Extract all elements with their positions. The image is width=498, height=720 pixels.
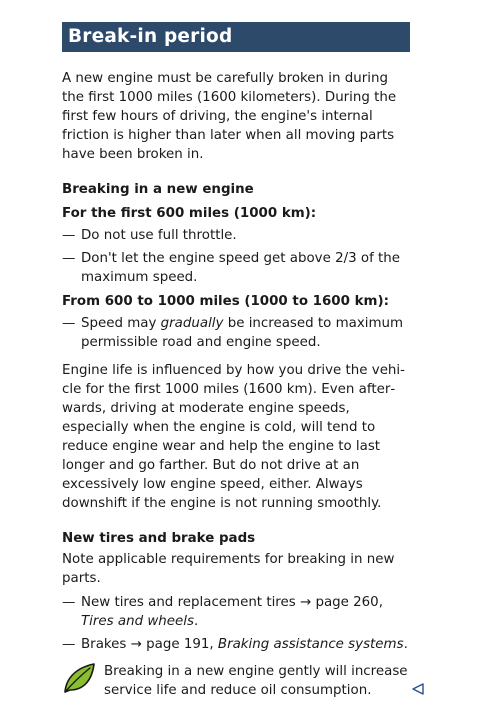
- tires-reference-link[interactable]: Tires and wheels: [81, 614, 194, 629]
- tires-brakes-heading: New tires and brake pads: [62, 531, 256, 546]
- dash-bullet: —: [62, 228, 76, 243]
- engine-break-in-heading: Breaking in a new engine: [62, 182, 254, 197]
- environment-tip: [62, 662, 410, 700]
- dash-bullet: —: [62, 637, 76, 652]
- list-item: [62, 314, 410, 352]
- engine-life-paragraph: Engine life is influenced by how you drive the vehicle for the first 1000 miles (1600 km). Even afterwards, driving at moderate engine speeds, especially when the engine is cold, will tend to reduce engine wear and help the engine to last longer and go farther. But do not drive at an excessively low engine speed, either. Always downshift if the engine is not running smoothly.: [62, 363, 405, 511]
- second-range-heading: From 600 to 1000 miles (1000 to 1600 km):: [62, 294, 389, 309]
- list-item: [62, 635, 410, 654]
- tip-text: Breaking in a new engine gently will increase service life and reduce oil consumption.: [104, 664, 408, 698]
- tires-reference-end: .: [193, 614, 199, 629]
- list-item-text-end: be increased to maximum permissible road and engine speed.: [81, 316, 404, 350]
- list-item: [62, 249, 410, 287]
- second-range-list: [62, 314, 410, 352]
- dash-bullet: —: [62, 595, 76, 610]
- brakes-reference-end: .: [403, 637, 408, 652]
- brakes-reference-link[interactable]: Braking assistance systems: [217, 637, 404, 652]
- leaf-icon: [62, 662, 96, 694]
- list-item: [62, 226, 410, 245]
- tires-brakes-list: [62, 593, 410, 654]
- tires-reference-text: New tires and replacement tires → page 260,: [81, 595, 383, 610]
- list-item-emphasis: gradually: [160, 316, 224, 331]
- first-range-heading: For the first 600 miles (1000 km):: [62, 206, 317, 221]
- tires-note-paragraph: Note applicable requirements for breaking in new parts.: [62, 552, 395, 586]
- list-item-text: Don't let the engine speed get above 2/3 of the maximum speed.: [81, 251, 401, 285]
- dash-bullet: —: [62, 316, 76, 331]
- dash-bullet: —: [62, 251, 76, 266]
- first-range-list: [62, 226, 410, 287]
- list-item-text: Do not use full throttle.: [81, 228, 237, 243]
- brakes-reference-text: Brakes → page 191,: [81, 637, 218, 652]
- intro-paragraph: A new engine must be carefully broken in during the first 1000 miles (1600 kilometers). During the first few hours of driving, the engine's internal friction is higher than later when all moving parts have been broken in.: [62, 71, 397, 162]
- section-heading: Break-in period: [62, 22, 410, 52]
- end-of-section-icon: [412, 683, 424, 695]
- list-item-text-start: Speed may: [81, 316, 161, 331]
- break-in-page: [62, 22, 410, 700]
- list-item: [62, 593, 410, 631]
